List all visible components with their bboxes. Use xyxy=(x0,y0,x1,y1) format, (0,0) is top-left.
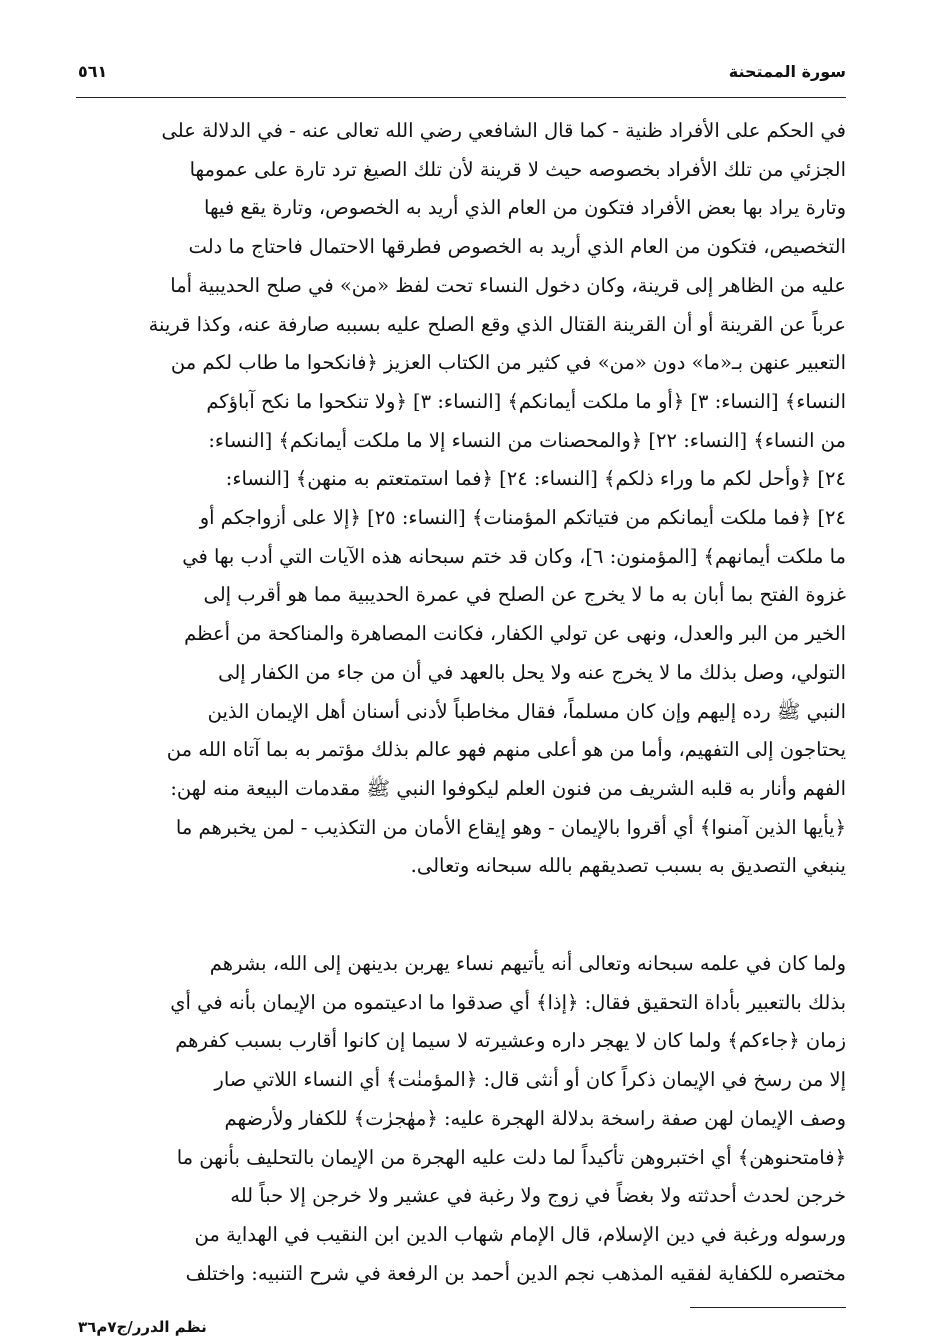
text-line: ﴿فامتحنوهن﴾ أي اختبروهن تأكيداً لما دلت عليه الهجرة من الإيمان بالتحليف بأنهن ما xyxy=(176,1145,846,1169)
page-number: ٥٦١ xyxy=(78,62,108,81)
text-line: ﴿يأيها الذين آمنوا﴾ أي أقروا بالإيمان - وهو إيقاع الأمان من التكذيب - لمن يخبرهم ما xyxy=(175,815,846,839)
text-line: خرجن لحدث أحدثته ولا بغضاً في زوج ولا رغبة في عشير ولا خرجن إلا حباً لله xyxy=(230,1184,846,1208)
text-line: إلا من رسخ في الإيمان ذكراً كان أو أنثى قال: ﴿المؤمنٰت﴾ أي النساء اللاتي صار xyxy=(214,1068,846,1092)
text-line: الخير من البر والعدل، ونهى عن تولي الكفار، فكانت المصاهرة والمناكحة من أعظم xyxy=(184,622,846,646)
text-line: زمان ﴿جاءكم﴾ ولما كان لا يهجر داره وعشيرته لا سيما إن كانوا أقارب بسبب كفرهم xyxy=(175,1029,846,1053)
text-line: وصف الإيمان لهن صفة راسخة بدلالة الهجرة عليه: ﴿مهٰجرٰت﴾ للكفار ولأرضهم xyxy=(224,1106,846,1130)
page-header xyxy=(78,62,846,92)
text-line: عليه من الظاهر إلى قرينة، وكان دخول النساء تحت لفظ «من» في صلح الحديبية أما xyxy=(170,273,846,297)
text-line: التعبير عنهن بـ«ما» دون «من» في كثير من الكتاب العزيز ﴿فانكحوا ما طاب لكم من xyxy=(170,351,846,375)
text-line: مختصره للكفاية لفقيه المذهب نجم الدين أحمد بن الرفعة في شرح التنبيه: واختلف xyxy=(185,1261,846,1285)
text-line: عرباً عن القرينة أو أن القرينة القتال الذي وقع الصلح عليه بسببه صارفة عنه، وكذا قرينة xyxy=(148,312,846,336)
text-line: يحتاجون إلى التفهيم، وأما من هو أعلى منهم فهو عالم بذلك مؤتمر به بما آتاه الله من xyxy=(166,738,846,762)
text-line: ٢٤] ﴿وأحل لكم ما وراء ذلكم﴾ [النساء: ٢٤] ﴿فما استمتعتم به منهن﴾ [النساء: xyxy=(225,467,846,491)
text-line: النساء﴾ [النساء: ٣] ﴿أو ما ملكت أيمانكم﴾ [النساء: ٣] ﴿ولا تنكحوا ما نكح آباؤكم xyxy=(206,389,846,413)
surah-title: سورة الممتحنة xyxy=(728,62,846,81)
text-line: ينبغي التصديق به بسبب تصديقهم بالله سبحانه وتعالى. xyxy=(410,854,846,878)
text-line: ورسوله ورغبة في دين الإسلام، قال الإمام شهاب الدين ابن النقيب في الهداية من xyxy=(194,1222,846,1246)
paragraph-1 xyxy=(78,112,846,886)
footer-rule xyxy=(690,1307,846,1308)
text-line: وتارة يراد بها بعض الأفراد فتكون من العام الذي أريد به الخصوص، وتارة يقع فيها xyxy=(204,196,846,220)
text-line: في الحكم على الأفراد ظنية - كما قال الشافعي رضي الله تعالى عنه - في الدلالة على xyxy=(161,119,846,142)
text-line: ٢٤] ﴿فما ملكت أيمانكم من فتياتكم المؤمنات﴾ [النساء: ٢٥] ﴿إلا على أزواجكم أو xyxy=(199,506,846,530)
paragraph-2 xyxy=(78,945,846,1293)
footer-reference: نظم الدرر/ج٧م٣٦ xyxy=(78,1318,207,1336)
text-line: ما ملكت أيمانهم﴾ [المؤمنون: ٦]، وكان قد ختم سبحانه هذه الآيات التي أدب بها في xyxy=(182,544,846,568)
text-line: بذلك بالتعبير بأداة التحقيق فقال: ﴿إذا﴾ أي صدقوا ما ادعيتموه من الإيمان بأنه في أي xyxy=(170,990,846,1014)
text-line: التخصيص، فتكون من العام الذي أريد به الخصوص فطرقها الاحتمال فاحتاج ما دلت xyxy=(188,235,846,259)
text-line: غزوة الفتح بما أبان به ما لا يخرج عن الصلح في عمرة الحديبية مما هو أقرب إلى xyxy=(203,583,846,607)
text-line: النبي ﷺ رده إليهم وإن كان مسلماً، فقال مخاطباً لأدنى أسنان أهل الإيمان الذين xyxy=(207,699,846,723)
header-rule xyxy=(76,97,846,98)
text-line: التولي، وصل بذلك ما لا يخرج عنه ولا يحل بالعهد في أن من جاء من الكفار إلى xyxy=(218,660,846,684)
text-line: الفهم وأنار به قلبه الشريف من فنون العلم ليكوفوا النبي ﷺ مقدمات البيعة منه لهن: xyxy=(170,776,846,800)
text-line: من النساء﴾ [النساء: ٢٢] ﴿والمحصنات من النساء إلا ما ملكت أيمانكم﴾ [النساء: xyxy=(208,428,846,452)
text-line: الجزئي من تلك الأفراد بخصوصه حيث لا قرينة لأن تلك الصيغ ترد تارة على عمومها xyxy=(189,157,846,181)
text-line: ولما كان في علمه سبحانه وتعالى أنه يأتيهم نساء يهربن بدينهن إلى الله، بشرهم xyxy=(209,952,846,975)
